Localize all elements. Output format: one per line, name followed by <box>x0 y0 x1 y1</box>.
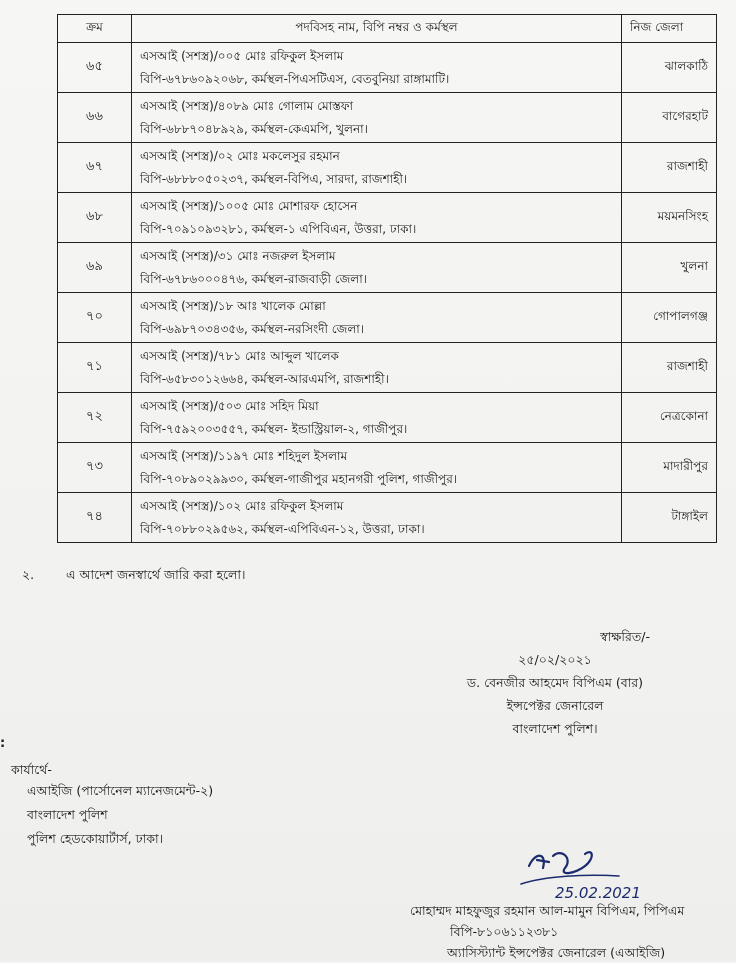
bp-workplace-line: বিপি-৭০৮৯০২৯৯৩০, কর্মস্থল-গাজীপুর মহানগরী পুলিশ, গাজীপুর। <box>140 471 458 486</box>
row-details <box>132 43 622 93</box>
distribution-line: এআইজি (পার্সোনেল ম্যানেজমেন্ট-২) <box>27 783 214 798</box>
row-serial: ৭৪ <box>58 493 132 543</box>
officer-block <box>410 900 736 963</box>
signature-date: ২৫/০২/২০২১ <box>518 652 592 667</box>
bp-workplace-line: বিপি-৬৭৮৬০৯২০৬৮, কর্মস্থল-পিএসটিএস, বেতবুনিয়া রাঙ্গামাটি। <box>140 71 450 86</box>
rank-name-line: এসআই (সশস্ত্র)/০২ মোঃ মকলেসুর রহমান <box>140 148 340 163</box>
roster-table <box>57 14 717 543</box>
row-home-district: ঝালকাঠি <box>622 43 717 93</box>
handwritten-signature <box>515 846 655 904</box>
row-home-district: টাঙ্গাইল <box>622 493 717 543</box>
officer-bp: বিপি-৮১০৬১১২৩৮১ <box>450 924 559 939</box>
signatory-designation: ইন্সপেক্টর জেনারেল <box>506 698 604 713</box>
row-details <box>132 293 622 343</box>
row-details <box>132 393 622 443</box>
bp-workplace-line: বিপি-৬৯৮৭০৩৪৩৫৬, কর্মস্থল-নরসিংদী জেলা। <box>140 321 365 336</box>
table-row <box>58 393 717 443</box>
table-row <box>58 493 717 543</box>
bp-workplace-line: বিপি-৭০৮৮০২৯৫৬২, কর্মস্থল-এপিবিএন-১২, উত্তরা, ঢাকা। <box>140 521 425 536</box>
rank-name-line: এসআই (সশস্ত্র)/৪০৮৯ মোঃ গোলাম মোস্তফা <box>140 98 354 113</box>
row-serial: ৭১ <box>58 343 132 393</box>
table-row <box>58 143 717 193</box>
row-home-district: মাদারীপুর <box>622 443 717 493</box>
row-serial: ৭৩ <box>58 443 132 493</box>
header-home-district: নিজ জেলা <box>622 15 717 43</box>
distribution-list <box>27 779 213 851</box>
rank-name-line: এসআই (সশস্ত্র)/১০০৫ মোঃ মোশারফ হোসেন <box>140 198 358 213</box>
signature-block <box>440 625 670 740</box>
row-serial: ৬৫ <box>58 43 132 93</box>
rank-name-line: এসআই (সশস্ত্র)/৩১ মোঃ নজরুল ইসলাম <box>140 248 336 263</box>
row-details <box>132 93 622 143</box>
row-home-district: খুলনা <box>622 243 717 293</box>
row-details <box>132 193 622 243</box>
table-row <box>58 93 717 143</box>
row-details <box>132 143 622 193</box>
distribution-heading: কার্যার্থে- <box>11 762 52 777</box>
row-serial: ৬৮ <box>58 193 132 243</box>
row-home-district: ময়মনসিংহ <box>622 193 717 243</box>
row-serial: ৭০ <box>58 293 132 343</box>
table-body <box>58 43 717 543</box>
table-row <box>58 243 717 293</box>
table-header-row <box>58 15 717 43</box>
bp-workplace-line: বিপি-৭০৯১০৯৩২৮১, কর্মস্থল-১ এপিবিএন, উত্তরা, ঢাকা। <box>140 221 417 236</box>
rank-name-line: এসআই (সশস্ত্র)/০০৫ মোঃ রফিকুল ইসলাম <box>140 48 344 63</box>
row-home-district: গোপালগঞ্জ <box>622 293 717 343</box>
row-home-district: রাজশাহী <box>622 343 717 393</box>
bp-workplace-line: বিপি-৬৫৮৩০১২৬৬৪, কর্মস্থল-আরএমপি, রাজশাহী। <box>140 371 389 386</box>
rank-name-line: এসআই (সশস্ত্র)/৫০৩ মোঃ সহিদ মিয়া <box>140 398 319 413</box>
signature-date-scrawl: 25.02.2021 <box>555 884 641 902</box>
distribution-line: বাংলাদেশ পুলিশ <box>27 807 108 822</box>
paragraph-text: এ আদেশ জনস্বার্থে জারি করা হলো। <box>66 567 246 582</box>
table-row <box>58 343 717 393</box>
table-row <box>58 443 717 493</box>
signatory-org: বাংলাদেশ পুলিশ। <box>512 721 598 736</box>
distribution-line: পুলিশ হেডকোয়ার্টার্স, ঢাকা। <box>27 831 164 846</box>
row-details <box>132 443 622 493</box>
row-serial: ৬৯ <box>58 243 132 293</box>
signatory-name: ড. বেনজীর আহমেদ বিপিএম (বার) <box>466 675 644 690</box>
table-row <box>58 193 717 243</box>
table-row <box>58 293 717 343</box>
row-serial: ৬৬ <box>58 93 132 143</box>
row-home-district: রাজশাহী <box>622 143 717 193</box>
bp-workplace-line: বিপি-৭৫৯২০০৩৫৫৭, কর্মস্থল- ইন্ডাস্ট্রিয়াল-২, গাজীপুর। <box>140 421 408 436</box>
row-details <box>132 243 622 293</box>
rank-name-line: এসআই (সশস্ত্র)/১০২ মোঃ রফিকুল ইসলাম <box>140 498 344 513</box>
signed-label: স্বাক্ষরিত/- <box>600 629 650 644</box>
order-paragraph <box>22 567 245 587</box>
row-details <box>132 343 622 393</box>
header-serial: ক্রম <box>58 15 132 43</box>
row-home-district: নেত্রকোনা <box>622 393 717 443</box>
row-home-district: বাগেরহাট <box>622 93 717 143</box>
row-details <box>132 493 622 543</box>
bp-workplace-line: বিপি-৬৮৮৮০৫০২৩৭, কর্মস্থল-বিপিএ, সারদা, রাজশাহী। <box>140 171 408 186</box>
rank-name-line: এসআই (সশস্ত্র)/১৮ আঃ খালেক মোল্লা <box>140 298 326 313</box>
header-name-bp-workplace: পদবিসহ নাম, বিপি নম্বর ও কর্মস্থল <box>132 15 622 43</box>
table-row <box>58 43 717 93</box>
distribution-colon: : <box>0 736 6 751</box>
rank-name-line: এসআই (সশস্ত্র)/১১৯৭ মোঃ শহিদুল ইসলাম <box>140 448 348 463</box>
bp-workplace-line: বিপি-৬৮৮৭০৪৮৯২৯, কর্মস্থল-কেএমপি, খুলনা। <box>140 121 368 136</box>
officer-name: মোহাম্মদ মাহফুজুর রহমান আল-মামুন বিপিএম, পিপিএম <box>410 903 685 918</box>
bp-workplace-line: বিপি-৬৭৮৬০০০৪৭৬, কর্মস্থল-রাজবাড়ী জেলা। <box>140 271 368 286</box>
rank-name-line: এসআই (সশস্ত্র)/৭৮১ মোঃ আব্দুল খালেক <box>140 348 339 363</box>
row-serial: ৬৭ <box>58 143 132 193</box>
row-serial: ৭২ <box>58 393 132 443</box>
paragraph-number: ২. <box>22 567 35 582</box>
officer-designation: অ্যাসিস্ট্যান্ট ইন্সপেক্টর জেনারেল (এআইজি) <box>447 945 666 960</box>
